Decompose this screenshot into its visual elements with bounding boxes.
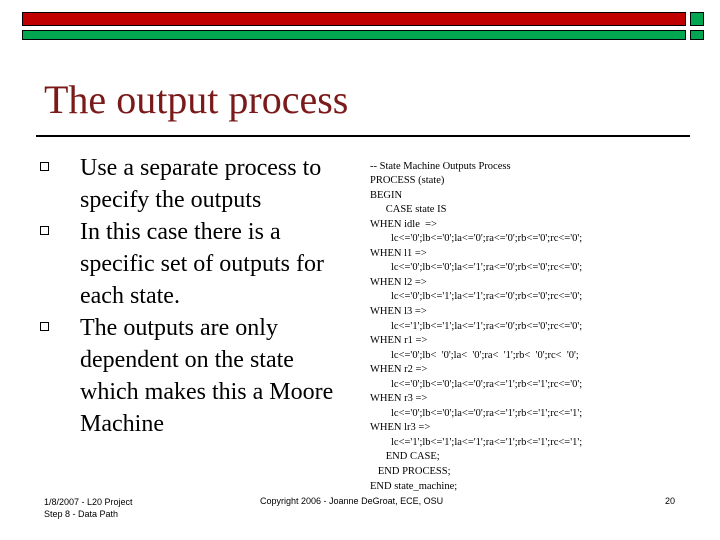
- code-line: WHEN l3 =>: [370, 306, 427, 318]
- bullet-item: [36, 152, 346, 216]
- vhdl-code-block: [370, 145, 670, 494]
- header-red-bar: [22, 12, 686, 26]
- code-line: lc<='1';lb<='1';la<='1';ra<='0';rb<='0';rc<='0';: [370, 320, 583, 332]
- code-line: WHEN r3 =>: [370, 393, 428, 405]
- title-underline: [36, 135, 690, 137]
- code-line: END CASE;: [370, 451, 440, 463]
- slide-title: The output process: [44, 77, 349, 122]
- code-line: END state_machine;: [370, 480, 458, 492]
- code-line: lc<='0';lb<='0';la<='0';ra<='0';rb<='0';rc<='0';: [370, 233, 583, 245]
- footer-copyright: Copyright 2006 - Joanne DeGroat, ECE, OSU: [260, 496, 444, 506]
- footer-date-project: [44, 496, 133, 520]
- code-line: lc<='0';lb<='1';la<='1';ra<='0';rb<='0';rc<='0';: [370, 291, 583, 303]
- square-bullet-icon: [40, 226, 49, 235]
- page-number: 20: [665, 496, 676, 506]
- bullet-text: Use a separate process to specify the outputs: [80, 155, 322, 213]
- code-line: lc<='0';lb< '0';la< '0';ra< '1';rb< '0';rc< '0';: [370, 349, 579, 361]
- header-green-square-top: [690, 12, 704, 26]
- code-line: END PROCESS;: [370, 466, 451, 478]
- code-line: -- State Machine Outputs Process: [370, 160, 511, 172]
- bullet-list: [36, 152, 346, 440]
- bullet-text: The outputs are only dependent on the state which makes this a Moore Machine: [80, 315, 334, 437]
- code-line: WHEN l2 =>: [370, 276, 427, 288]
- code-line: lc<='1';lb<='1';la<='1';ra<='1';rb<='1';rc<='1';: [370, 436, 583, 448]
- code-line: lc<='0';lb<='0';la<='0';ra<='1';rb<='1';rc<='0';: [370, 378, 583, 390]
- bullet-item: [36, 216, 346, 312]
- code-line: lc<='0';lb<='0';la<='0';ra<='1';rb<='1';rc<='1';: [370, 407, 583, 419]
- bullet-item: [36, 312, 346, 440]
- code-line: WHEN r1 =>: [370, 335, 428, 347]
- header-green-square-bottom: [690, 30, 704, 40]
- code-line: BEGIN: [370, 189, 403, 201]
- code-line: lc<='0';lb<='0';la<='1';ra<='0';rb<='0';rc<='0';: [370, 262, 583, 274]
- footer-left-line1: 1/8/2007 - L20 Project: [44, 497, 133, 507]
- code-line: PROCESS (state): [370, 175, 445, 187]
- bullet-text: In this case there is a specific set of outputs for each state.: [80, 219, 324, 309]
- code-line: WHEN l1 =>: [370, 247, 427, 259]
- header-green-bar: [22, 30, 686, 40]
- square-bullet-icon: [40, 162, 49, 171]
- code-line: WHEN r2 =>: [370, 364, 428, 376]
- square-bullet-icon: [40, 322, 49, 331]
- footer-left-line2: Step 8 - Data Path: [44, 509, 119, 519]
- code-line: WHEN lr3 =>: [370, 422, 431, 434]
- code-line: WHEN idle =>: [370, 218, 437, 230]
- code-line: CASE state IS: [370, 204, 447, 216]
